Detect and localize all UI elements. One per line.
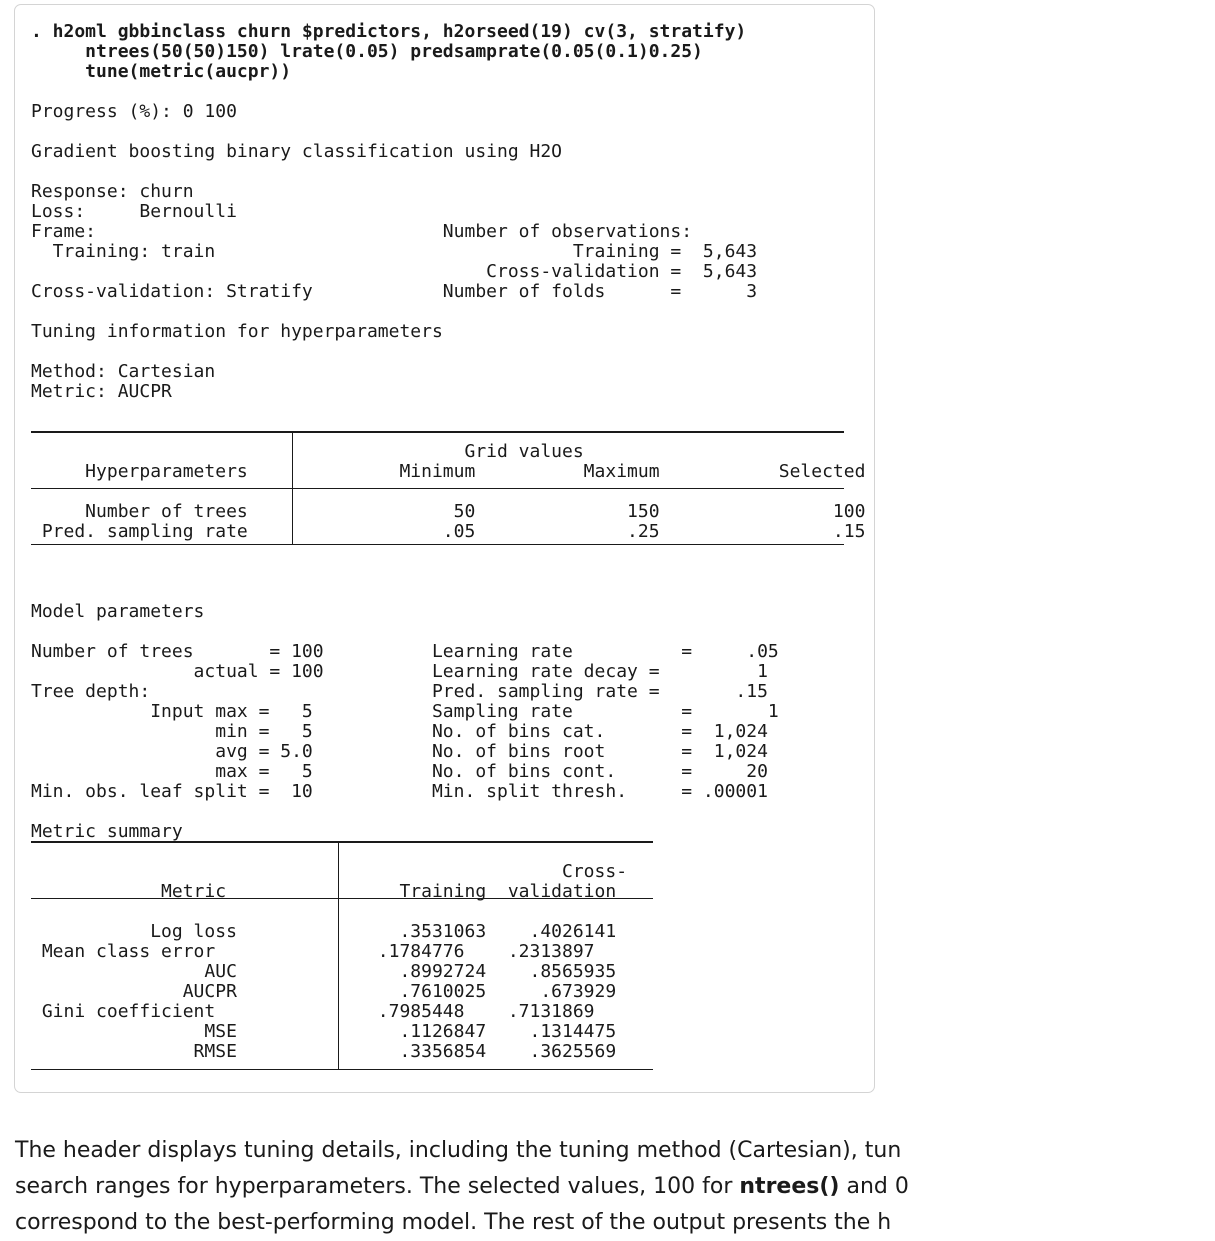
- metric-table-top-rule: [31, 841, 653, 843]
- ntrees-option: ntrees(): [739, 1174, 840, 1199]
- metric-row: Log loss .3531063 .4026141: [31, 921, 617, 942]
- param-row: max = 5 No. of bins cont. = 20: [31, 761, 768, 782]
- metric-header-2: Metric Training validation: [31, 881, 617, 902]
- frame-line: Frame: Number of observations:: [31, 221, 693, 242]
- metric-row: AUC .8992724 .8565935: [31, 961, 617, 982]
- grid-row: Pred. sampling rate .05 .25 .15: [31, 521, 866, 542]
- metric-row: AUCPR .7610025 .673929: [31, 981, 617, 1002]
- tuning-title: Tuning information for hyperparameters: [31, 321, 443, 342]
- cv-observations-line: Cross-validation = 5,643: [31, 261, 758, 282]
- model-params-title: Model parameters: [31, 601, 205, 622]
- cv-line: Cross-validation: Stratify Number of folds = 3: [31, 281, 758, 302]
- prose-line-3: correspond to the best-performing model. The rest of the output presents the h: [15, 1210, 892, 1235]
- command-line-2: ntrees(50(50)150) lrate(0.05) predsamprate(0.05(0.1)0.25): [31, 41, 703, 62]
- param-row: Tree depth: Pred. sampling rate = .15: [31, 681, 768, 702]
- tuning-method: Method: Cartesian: [31, 361, 216, 382]
- metric-table-bottom-rule: [31, 1069, 653, 1070]
- grid-table-top-rule: [31, 431, 844, 433]
- grid-table-header-rule: [31, 488, 844, 489]
- metric-summary-title: Metric summary: [31, 821, 183, 842]
- param-row: Min. obs. leaf split = 10 Min. split thresh. = .00001: [31, 781, 768, 802]
- metric-header-1: Cross-: [31, 861, 628, 882]
- param-row: Input max = 5 Sampling rate = 1: [31, 701, 779, 722]
- explanation-text: [15, 1133, 1215, 1241]
- grid-row: Number of trees 50 150 100: [31, 501, 866, 522]
- response-line: Response: churn: [31, 181, 194, 202]
- metric-row: Mean class error .1784776 .2313897: [31, 941, 595, 962]
- progress-line: Progress (%): 0 100: [31, 101, 237, 122]
- metric-table-header-rule: [31, 898, 653, 899]
- command-line-3: tune(metric(aucpr)): [31, 61, 292, 82]
- output-title: Gradient boosting binary classification using H2O: [31, 141, 563, 162]
- param-row: min = 5 No. of bins cat. = 1,024: [31, 721, 768, 742]
- param-row: actual = 100 Learning rate decay = 1: [31, 661, 768, 682]
- metric-row: RMSE .3356854 .3625569: [31, 1041, 617, 1062]
- metric-table-divider: [338, 842, 339, 1070]
- grid-table-bottom-rule: [31, 544, 844, 545]
- training-line: Training: train Training = 5,643: [31, 241, 758, 262]
- grid-header-1: Grid values: [31, 441, 584, 462]
- param-row: Number of trees = 100 Learning rate = .05: [31, 641, 779, 662]
- metric-row: Gini coefficient .7985448 .7131869: [31, 1001, 595, 1022]
- param-row: avg = 5.0 No. of bins root = 1,024: [31, 741, 768, 762]
- grid-table-divider: [292, 432, 293, 545]
- tuning-metric: Metric: AUCPR: [31, 381, 172, 402]
- metric-row: MSE .1126847 .1314475: [31, 1021, 617, 1042]
- grid-header-2: Hyperparameters Minimum Maximum Selected: [31, 461, 866, 482]
- stata-output: [31, 22, 865, 1062]
- command-line-1: . h2oml gbbinclass churn $predictors, h2orseed(19) cv(3, stratify): [31, 21, 747, 42]
- loss-line: Loss: Bernoulli: [31, 201, 237, 222]
- prose-line-1: The header displays tuning details, including the tuning method (Cartesian), tun: [15, 1138, 902, 1163]
- prose-line-2: search ranges for hyperparameters. The selected values, 100 for ntrees() and 0: [15, 1174, 909, 1199]
